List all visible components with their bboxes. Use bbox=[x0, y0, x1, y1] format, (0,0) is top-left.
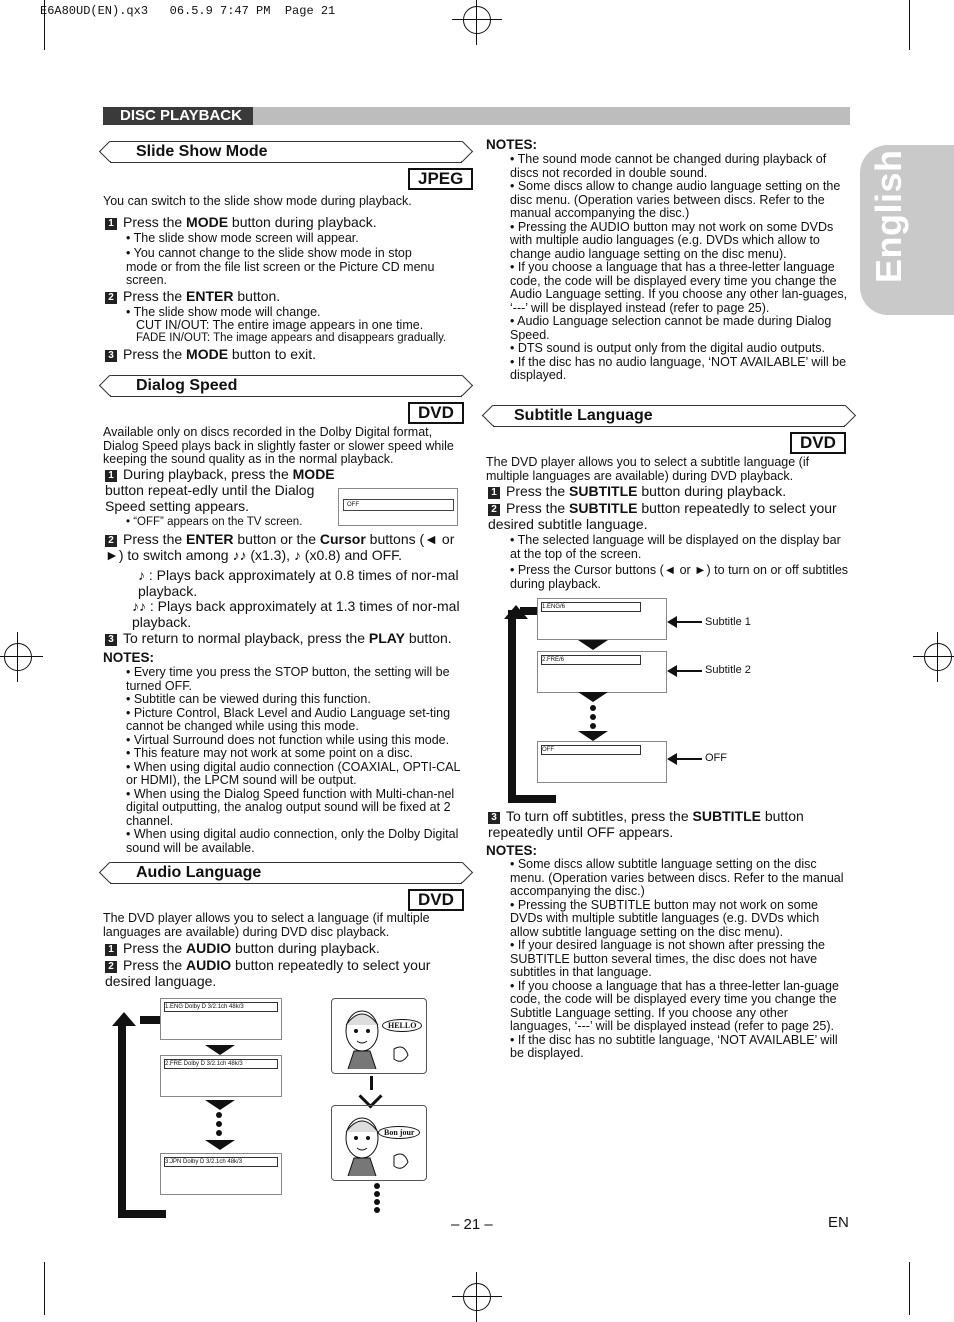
side-tab-label: English bbox=[868, 149, 909, 283]
audio-note: • Pressing the AUDIO button may not work on some DVDs with multiple audio languages (e.g. DVDs which allow to change audio language setting on the disc menu). bbox=[510, 219, 834, 261]
slideshow-bullet: • The slide show mode will change. bbox=[126, 305, 321, 319]
character-bonjour-illustration bbox=[331, 1105, 427, 1181]
dot-icon bbox=[374, 1207, 380, 1213]
subtitle-notes bbox=[510, 858, 850, 1061]
girl-icon bbox=[332, 999, 426, 1073]
dot-icon bbox=[590, 705, 596, 711]
dialog-note: • Subtitle can be viewed during this function. bbox=[126, 692, 371, 706]
dialog-screen bbox=[338, 488, 458, 526]
slideshow-bullet: • The slide show mode screen will appear. bbox=[126, 231, 359, 245]
dvd-tag: DVD bbox=[790, 432, 846, 454]
audio-screen-2 bbox=[160, 1055, 282, 1097]
subtitle-label-1: Subtitle 1 bbox=[705, 616, 751, 628]
dialog-intro: Available only on discs recorded in the Dolby Digital format, Dialog Speed plays back in slightly faster or slower speed while keeping the sound quality as in the normal playback. bbox=[103, 425, 454, 466]
dialog-symbol-slow: ♪ : Plays back approximately at 0.8 times of nor-mal playback. bbox=[138, 567, 459, 599]
slideshow-cut: CUT IN/OUT: The entire image appears in one time. bbox=[136, 318, 424, 332]
dot-icon bbox=[216, 1112, 222, 1118]
subtitle-note: • Pressing the SUBTITLE button may not work on some DVDs with multiple subtitle languages (e.g. DVDs which allow subtitle language setting on the disc menu). bbox=[510, 897, 820, 939]
language-code: EN bbox=[828, 1214, 849, 1231]
crop-mark bbox=[909, 0, 910, 50]
dialog-note: • This feature may not work at some point on a disc. bbox=[126, 746, 413, 760]
subtitle-bullet: • Press the Cursor buttons (◄ or ►) to turn on or off subtitles during playback. bbox=[510, 563, 849, 591]
arrow-down-icon bbox=[578, 640, 608, 650]
slideshow-step-2: 2 Press the ENTER button. bbox=[105, 288, 465, 304]
audio-note: • Some discs allow to change audio language setting on the disc menu. (Operation varies between discs. Refer to the manual accompanying the disc.) bbox=[510, 179, 841, 220]
audio-intro: The DVD player allows you to select a language (if multiple languages are available) during DVD disc playback. bbox=[103, 911, 430, 939]
dot-icon bbox=[374, 1183, 380, 1189]
subtitle-screen-3 bbox=[537, 741, 667, 783]
subtitle-label-2: Subtitle 2 bbox=[705, 664, 751, 676]
arrow-left-icon bbox=[667, 753, 677, 765]
crop-mark bbox=[44, 0, 45, 50]
subtitle-step-3: 3 To turn off subtitles, press the SUBTITLE button repeatedly until OFF appears. bbox=[488, 808, 804, 840]
jpeg-tag: JPEG bbox=[408, 168, 473, 190]
dot-icon bbox=[216, 1130, 222, 1136]
arrow-down-icon bbox=[205, 1140, 235, 1150]
dialog-note: • When using the Dialog Speed function with Multi-chan-nel digital outputting, the analog output sound will be fixed at 2 channel. bbox=[126, 786, 455, 828]
arrow-down-icon bbox=[205, 1100, 235, 1110]
audio-step-1: 1 Press the AUDIO button during playback. bbox=[105, 940, 465, 956]
audio-note: • The sound mode cannot be changed during playback of discs not recorded in double sound. bbox=[510, 152, 827, 180]
dvd-tag: DVD bbox=[408, 889, 464, 911]
dialog-note: • When using digital audio connection, only the Dolby Digital sound will be available. bbox=[126, 827, 459, 855]
subtitle-screen-2 bbox=[537, 651, 667, 693]
subtitle-note: • If you choose a language that has a three-letter lan-guage code, the code will be displayed every time you change the Subtitle Language setting. If you choose any other languages, ‘---’ will be displayed instead (refer to page 25). bbox=[510, 978, 839, 1033]
dialog-note: • Picture Control, Black Level and Audio Language set-ting cannot be changed while using this mode. bbox=[126, 705, 451, 733]
audio-note: • DTS sound is output only from the digital audio outputs. bbox=[510, 341, 825, 355]
audio-screen-1 bbox=[160, 998, 282, 1040]
screen-bar: 2.FRE/6 bbox=[541, 655, 641, 665]
dialog-off-note: • “OFF” appears on the TV screen. bbox=[126, 516, 303, 528]
slideshow-fade: FADE IN/OUT: The image appears and disappears gradually. bbox=[136, 332, 447, 344]
arrow-up-icon bbox=[112, 1012, 136, 1026]
arrow-left-icon bbox=[667, 665, 677, 677]
dialog-note: • Virtual Surround does not function while using this mode. bbox=[126, 732, 450, 747]
dialog-step-2: 2 Press the ENTER button or the Cursor buttons (◄ or ►) to switch among ♪♪ (x1.3), ♪ (x0.8) and OFF. bbox=[105, 531, 455, 563]
slideshow-heading: Slide Show Mode bbox=[110, 141, 462, 163]
audio-notes-heading: NOTES: bbox=[486, 137, 538, 152]
crop-mark bbox=[44, 1262, 45, 1315]
page-number: – 21 – bbox=[451, 1216, 493, 1233]
dot-icon bbox=[590, 723, 596, 729]
registration-mark-right bbox=[924, 643, 952, 671]
speech-bubble: Bon jour bbox=[378, 1126, 420, 1139]
section-title: DISC PLAYBACK bbox=[120, 107, 242, 124]
dialog-screen-bar: OFF bbox=[343, 499, 454, 511]
dot-icon bbox=[374, 1199, 380, 1205]
audio-note: • If the disc has no audio language, ‘NOT AVAILABLE’ will be displayed. bbox=[510, 354, 847, 382]
audio-step-2: 2 Press the AUDIO button repeatedly to select your desired language. bbox=[105, 957, 431, 989]
print-header: E6A80UD(EN).qx3 06.5.9 7:47 PM Page 21 bbox=[40, 4, 336, 18]
registration-mark-bottom bbox=[463, 1283, 491, 1311]
character-hello-illustration bbox=[331, 998, 427, 1074]
language-side-tab bbox=[860, 145, 954, 315]
audio-screen-3 bbox=[160, 1153, 282, 1195]
subtitle-step-1: 1 Press the SUBTITLE button during playback. bbox=[488, 483, 848, 499]
slideshow-step-1: 1 Press the MODE button during playback. bbox=[105, 214, 465, 230]
dvd-tag: DVD bbox=[408, 402, 464, 424]
screen-bar: 2.FRE Dolby D 3/2.1ch 48k/3 bbox=[164, 1059, 278, 1069]
slideshow-step-3: 3 Press the MODE button to exit. bbox=[105, 346, 465, 362]
audio-note: • Audio Language selection cannot be made during Dialog Speed. bbox=[510, 314, 832, 342]
registration-mark-top bbox=[463, 6, 491, 34]
dot-icon bbox=[216, 1121, 222, 1127]
slideshow-bullet: • You cannot change to the slide show mode in stop mode or from the file list screen or the Picture CD menu screen. bbox=[126, 246, 435, 287]
dialog-note: • Every time you press the STOP button, the setting will be turned OFF. bbox=[126, 665, 450, 693]
subtitle-screen-1 bbox=[537, 598, 667, 640]
arrow-down-icon bbox=[578, 731, 608, 741]
dialog-notes-heading: NOTES: bbox=[103, 650, 155, 665]
arrow-down-icon bbox=[578, 692, 608, 702]
audio-note: • If you choose a language that has a three-letter language code, the code will be displayed every time you change the Audio Language setting. If you choose any other lan-guages, ‘---’ will be displayed instead (refer to page 25). bbox=[510, 260, 848, 315]
registration-mark-left bbox=[4, 643, 32, 671]
audio-cycle-arrow bbox=[118, 1020, 166, 1218]
girl-icon bbox=[332, 1106, 426, 1180]
arrow-left-icon bbox=[667, 616, 677, 628]
dialog-notes bbox=[126, 666, 464, 855]
screen-bar: 3.JPN Dolby D 3/2.1ch 48k/3 bbox=[164, 1157, 278, 1167]
arrow-connector bbox=[140, 1016, 160, 1024]
section-header-bar bbox=[103, 107, 850, 125]
screen-bar: 1.ENG/6 bbox=[541, 602, 641, 612]
subtitle-intro: The DVD player allows you to select a subtitle language (if multiple languages are available) during DVD playback. bbox=[486, 455, 810, 483]
crop-mark bbox=[909, 1262, 910, 1315]
subtitle-note: • If your desired language is not shown after pressing the SUBTITLE button several times, the disc does not have subtitles in that language. bbox=[510, 938, 825, 979]
dialog-heading: Dialog Speed bbox=[110, 375, 462, 397]
screen-bar: OFF bbox=[541, 745, 641, 755]
subtitle-bullet: • The selected language will be displayed on the display bar at the top of the screen. bbox=[510, 533, 841, 561]
dialog-step-3: 3 To return to normal playback, press the PLAY button. bbox=[105, 630, 470, 646]
subtitle-note: • Some discs allow subtitle language setting on the disc menu. (Operation varies between discs. Refer to the manual accompanying the disc.) bbox=[510, 857, 844, 898]
audio-heading: Audio Language bbox=[110, 862, 462, 884]
speech-bubble: HELLO bbox=[382, 1019, 422, 1032]
subtitle-heading: Subtitle Language bbox=[493, 405, 845, 427]
screen-bar: 1.ENG Dolby D 3/2.1ch 48k/3 bbox=[164, 1002, 278, 1012]
arrow-down-icon bbox=[205, 1045, 235, 1055]
slideshow-intro: You can switch to the slide show mode during playback. bbox=[103, 194, 412, 208]
subtitle-notes-heading: NOTES: bbox=[486, 843, 538, 858]
dot-icon bbox=[374, 1191, 380, 1197]
audio-notes bbox=[510, 153, 850, 383]
subtitle-step-2: 2 Press the SUBTITLE button repeatedly to select your desired subtitle language. bbox=[488, 500, 837, 532]
subtitle-label-off: OFF bbox=[705, 752, 727, 764]
subtitle-note: • If the disc has no subtitle language, ‘NOT AVAILABLE’ will be displayed. bbox=[510, 1032, 838, 1060]
dot-icon bbox=[590, 714, 596, 720]
dialog-symbol-fast: ♪♪ : Plays back approximately at 1.3 times of nor-mal playback. bbox=[132, 598, 460, 630]
dialog-note: • When using digital audio connection (COAXIAL, OPTI-CAL or HDMI), the LPCM sound will be output. bbox=[126, 759, 460, 787]
dialog-step-1: 1 During playback, press the MODE button repeat-edly until the Dialog Speed setting appears. bbox=[105, 466, 335, 514]
